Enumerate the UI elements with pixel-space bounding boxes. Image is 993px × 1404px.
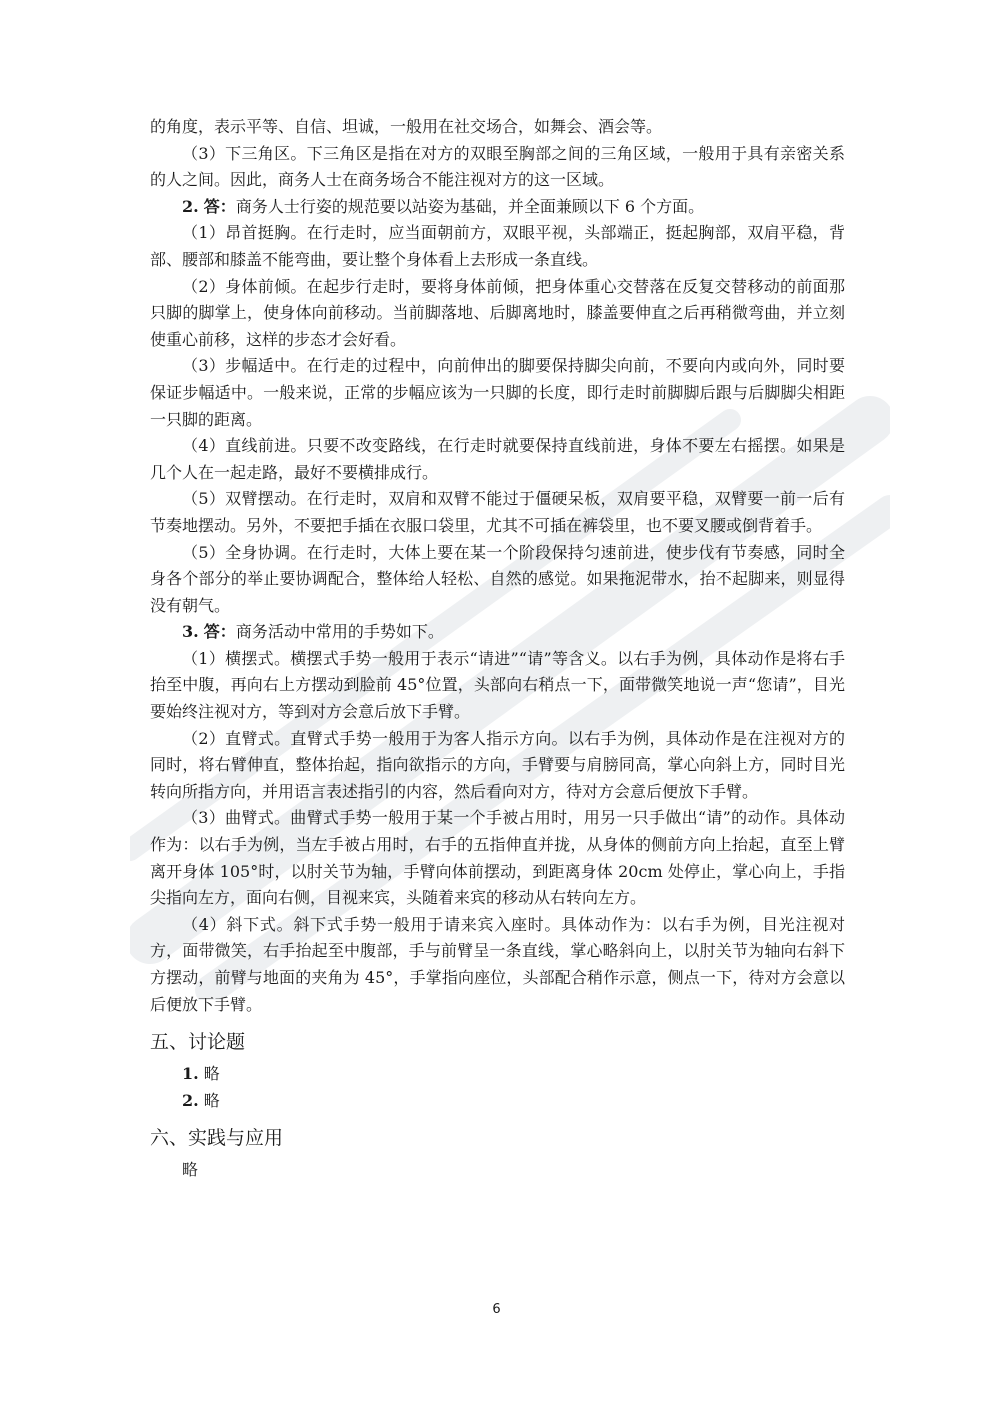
section-6-text: 略 (182, 1160, 199, 1180)
section-5-heading: 五、讨论题 (150, 1031, 246, 1054)
answer-3-item: （4）斜下式。斜下式手势一般用于请来宾入座时。具体动作为：以右手为例，目光注视对方，面带微笑，右手抬起至中腹部，手与前臂呈一条直线，掌心略斜向上，以肘关节为轴向右斜下方摆动，前臂与地面的夹角为 45°，手掌指向座位，头部配合稍作示意，侧点一下，待对方会意以后便放下手臂。 (150, 914, 845, 1014)
section-5-item-number: 2. (182, 1090, 199, 1110)
answer-2-number: 2. (182, 196, 199, 216)
answer-2-item: （5）双臂摆动。在行走时，双肩和双臂不能过于僵硬呆板，双肩要平稳，双臂要一前一后有节奏地摆动。另外，不要把手插在衣服口袋里，尤其不可插在裤袋里，也不要叉腰或倒背着手。 (150, 489, 845, 535)
answer-2-item: （3）步幅适中。在行走的过程中，向前伸出的脚要保持脚尖向前，不要向内或向外，同时要保证步幅适中。一般来说，正常的步幅应该为一只脚的长度，即行走时前脚脚后跟与后脚脚尖相距一只脚的距离。 (150, 356, 845, 429)
section-5-item-number: 1. (182, 1064, 199, 1084)
answer-2-item: （4）直线前进。只要不改变路线，在行走时就要保持直线前进，身体不要左右摇摆。如果是几个人在一起走路，最好不要横排成行。 (150, 436, 845, 482)
page-number: 6 (492, 1302, 501, 1317)
answer-3-text: 商务活动中常用的手势如下。 (235, 622, 444, 642)
item-lower-triangle: （3）下三角区。下三角区是指在对方的双眼至胸部之间的三角区域，一般用于具有亲密关系的人之间。因此，商务人士在商务场合不能注视对方的这一区域。 (150, 143, 845, 190)
answer-3-lead (150, 619, 845, 646)
answer-3-number: 3. (182, 622, 199, 642)
continuation-paragraph: 的角度，表示平等、自信、坦诚，一般用在社交场合，如舞会、酒会等。 (150, 117, 663, 136)
answer-2-lead (150, 194, 845, 221)
answer-3-item: （2）直臂式。直臂式手势一般用于为客人指示方向。以右手为例，具体动作是在注视对方的同时，将右臂伸直，整体抬起，指向欲指示的方向，手臂要与肩膀同高，掌心向斜上方，同时目光转向所指方向，并用语言表述指引的内容，然后看向对方，待对方会意后便放下手臂。 (150, 728, 845, 801)
document-body (150, 114, 845, 1184)
answer-2-item: （5）全身协调。在行走时，大体上要在某一个阶段保持匀速前进，使步伐有节奏感，同时全身各个部分的举止要协调配合，整体给人轻松、自然的感觉。如果拖泥带水，抬不起脚来，则显得没有朝气。 (150, 542, 845, 615)
answer-2-text: 商务人士行姿的规范要以站姿为基础，并全面兼顾以下 6 个方面。 (235, 196, 705, 216)
section-5-item-text: 略 (203, 1064, 220, 1084)
answer-3-label: 答： (203, 622, 236, 642)
section-5-item (150, 1061, 845, 1088)
answer-3-item: （1）横摆式。横摆式手势一般用于表示“请进”“请”等含义。以右手为例，具体动作是将右手抬至中腹，再向右上方摆动到脸前 45°位置，头部向右稍点一下，面带微笑地说一声“您请”，目光要始终注视对方，等到对方会意后放下手臂。 (150, 648, 845, 722)
section-6-heading: 六、实践与应用 (150, 1127, 284, 1150)
section-5-item-text: 略 (203, 1090, 220, 1110)
answer-2-label: 答： (203, 196, 236, 216)
section-5-item (150, 1088, 845, 1115)
answer-2-item: （2）身体前倾。在起步行走时，要将身体前倾，把身体重心交替落在反复交替移动的前面那只脚的脚掌上，使身体向前移动。当前脚落地、后脚离地时，膝盖要伸直之后再稍微弯曲，并立刻使重心前移，这样的步态才会好看。 (150, 276, 845, 349)
answer-3-item: （3）曲臂式。曲臂式手势一般用于某一个手被占用时，用另一只手做出“请”的动作。具体动作为：以右手为例，当左手被占用时，右手的五指伸直并拢，从身体的侧前方向上抬起，直至上臂离开身体 105°时，以肘关节为轴，手臂向体前摆动，到距离身体 20cm 处停止，掌心向上，手指尖指向左方，面向右侧，目视来宾，头随着来宾的移动从右转向左方。 (150, 808, 845, 908)
answer-2-item: （1）昂首挺胸。在行走时，应当面朝前方，双眼平视，头部端正，挺起胸部，双肩平稳，背部、腰部和膝盖不能弯曲，要让整个身体看上去形成一条直线。 (150, 223, 845, 269)
